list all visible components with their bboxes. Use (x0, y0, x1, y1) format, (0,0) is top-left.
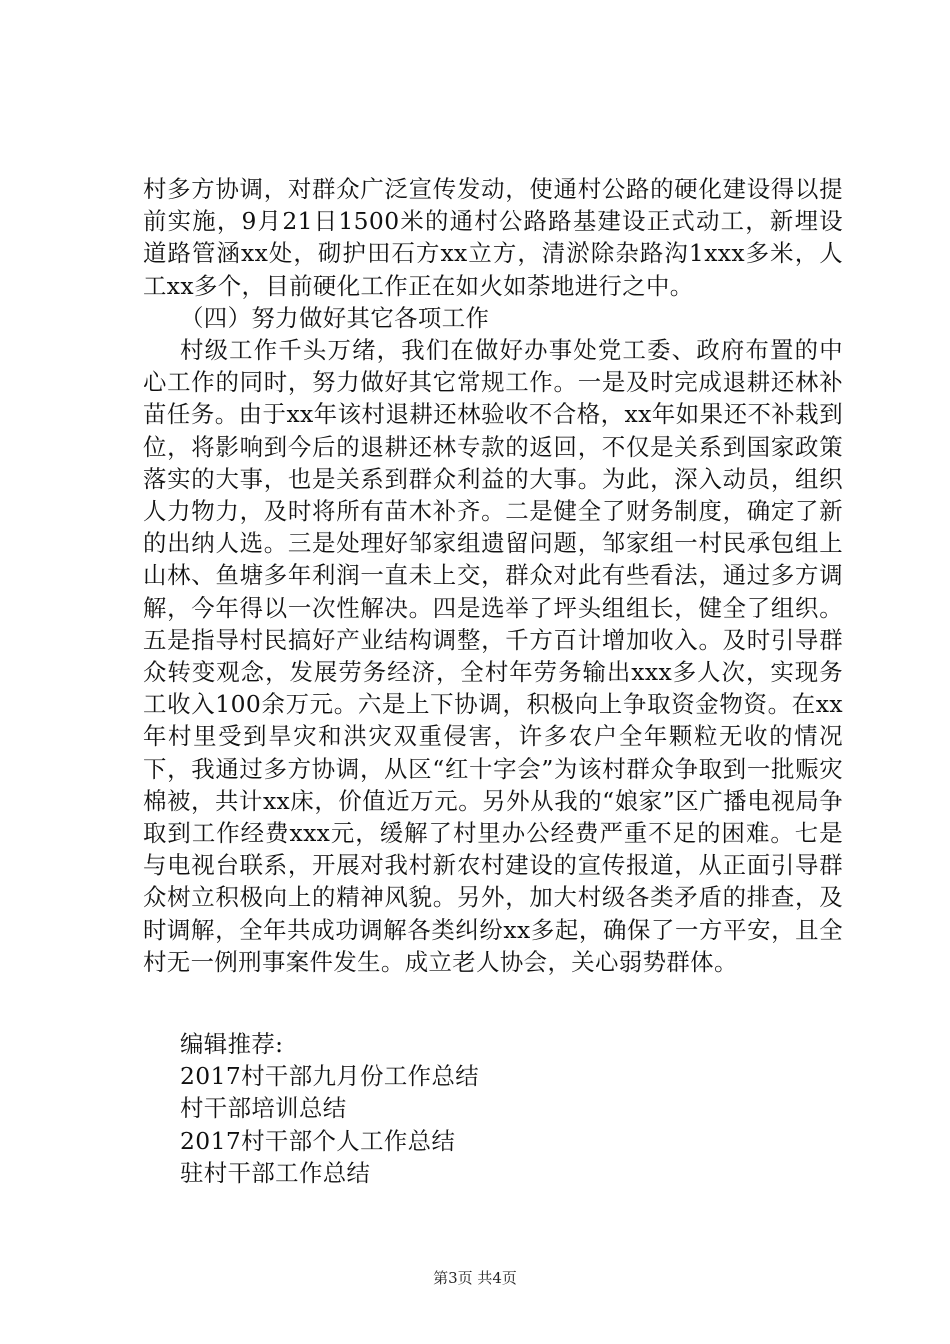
page-number-footer: 第3页 共4页 (433, 1269, 517, 1287)
section-heading-other-work: （四）努力做好其它各项工作 (180, 303, 490, 332)
recommend-link-3[interactable]: 2017村干部个人工作总结 (180, 1126, 456, 1155)
document-body (143, 173, 843, 978)
recommend-link-4[interactable]: 驻村干部工作总结 (180, 1158, 371, 1187)
recommend-link-2[interactable]: 村干部培训总结 (180, 1094, 347, 1123)
recommend-link-1[interactable]: 2017村干部九月份工作总结 (180, 1062, 480, 1091)
paragraph-other-work: 村级工作千头万绪，我们在做好办事处党工委、政府布置的中心工作的同时，努力做好其它常规工作。一是及时完成退耕还林补苗任务。由于xx年该村退耕还林验收不合格，xx年如果还不补栽到位，将影响到今后的退耕还林专款的返回，不仅是关系到国家政策落实的大事，也是关系到群众利益的大事。为此，深入动员，组织人力物力，及时将所有苗木补齐。二是健全了财务制度，确定了新的出纳人选。三是处理好邹家组遗留问题，邹家组一村民承包组上山林、鱼塘多年利润一直未上交，群众对此有些看法，通过多方调解，今年得以一次性解决。四是选举了坪头组组长，健全了组织。五是指导村民搞好产业结构调整，千方百计增加收入。及时引导群众转变观念，发展劳务经济，全村年劳务输出xxx多人次，实现务工收入100余万元。六是上下协调，积极向上争取资金物资。在xx年村里受到旱灾和洪灾双重侵害，许多农户全年颗粒无收的情况下，我通过多方协调，从区“红十字会”为该村群众争取到一批赈灾棉被，共计xx床，价值近万元。另外从我的“娘家”区广播电视局争取到工作经费xxx元，缓解了村里办公经费严重不足的困难。七是与电视台联系，开展对我村新农村建设的宣传报道，从正面引导群众树立积极向上的精神风貌。另外，加大村级各类矛盾的排查，及时调解，全年共成功调解各类纠纷xx多起，确保了一方平安，且全村无一例刑事案件发生。成立老人协会，关心弱势群体。 (143, 336, 843, 976)
recommend-heading: 编辑推荐: (180, 1030, 284, 1058)
editor-recommendations (180, 1028, 479, 1189)
paragraph-road-construction: 村多方协调，对群众广泛宣传发动，使通村公路的硬化建设得以提前实施，9月21日1500米的通村公路路基建设正式动工，新埋设道路管涵xx处，砌护田石方xx立方，清淤除杂路沟1xxx多米，人工xx多个，目前硬化工作正在如火如荼地进行之中。 (143, 175, 843, 300)
